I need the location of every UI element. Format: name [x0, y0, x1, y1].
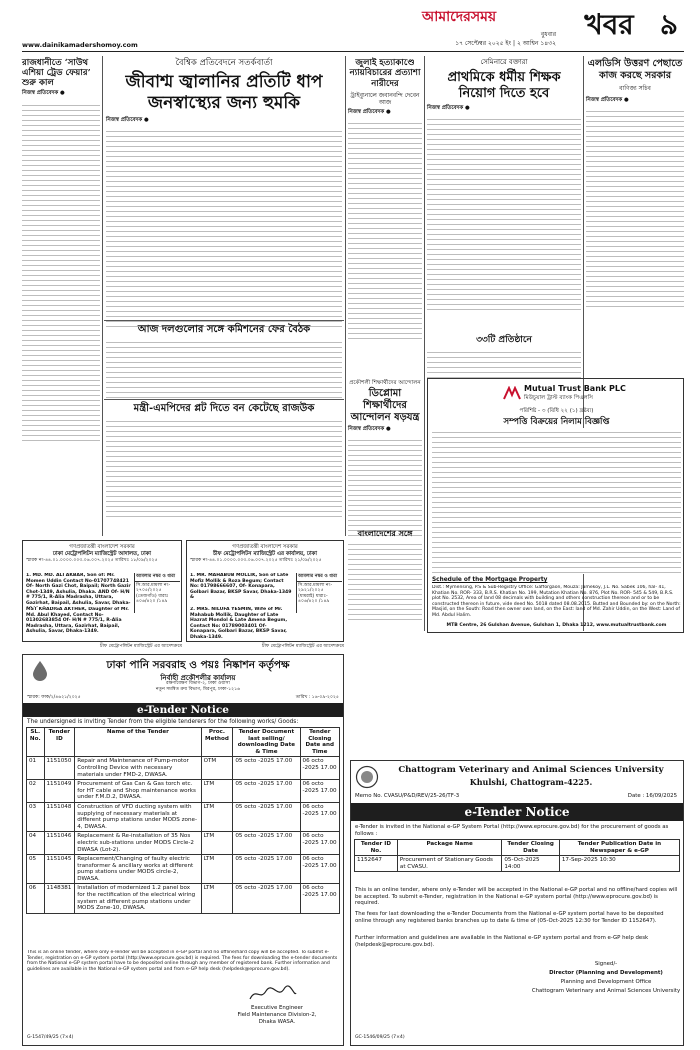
- notice-ref: স্মারক নং-৪৪.০১.০০০০.০০৩.০৬.০০৭.২০২৫ তারিখঃ ২১/০৯/২০২৫: [190, 558, 322, 564]
- notice-party-1: 1. MD. MD. ALI AKBAR, Son of: Mr. Momen Uddin Contact No-01707748421 Of- North Gazi Chot, Baipail; North Gazir Chot-1349, Ashulia, Dhaka. AND Of- H/N # 775/1, R-Alia Madrasha, Uttara, Gazirhat, Baipail, Ashulia, Savar, Dhaka-: [26, 573, 131, 606]
- table-cell: 05 octo -2025 17.00: [233, 855, 300, 884]
- cvasu-para-1: This is an online tender, where only e-Tender will be accepted in the National e-GP portal and no offline/hard copies will be accepted. To submit e-Tender, registration in the National e-GP system portal (http://www.eprocure.gov.bd) is required.: [355, 887, 678, 907]
- article-commission: [106, 323, 342, 398]
- cvasu-para-3: Further information and guidelines are available in the National e-GP system portal and from e-GP help desk (helpdesk@eprocure.gov.bd).: [355, 935, 649, 948]
- bank-tagline: মিউচুয়াল ট্রাস্ট ব্যাংক পিএলসি: [524, 395, 593, 401]
- signature-icon: [248, 985, 298, 1003]
- headline: বাংলাদেশের সঙ্গে: [357, 528, 413, 538]
- col-rule: [345, 56, 346, 536]
- dwasa-header-4: Tender Document last selling/ downloading Date & Time: [233, 728, 300, 757]
- article-fossil-fuel: [106, 56, 342, 327]
- table-cell: Construction of VFD ducting system with supplying of necessary materials at different pump stations under MODS zone-4, DWASA.: [75, 802, 201, 831]
- article-trade-fair: [22, 58, 100, 441]
- table-row: [355, 856, 680, 872]
- byline: নিজস্ব প্রতিবেদক ●: [348, 426, 391, 432]
- table-cell: 06 octo -2025 17.00: [300, 832, 339, 855]
- subheadline: ট্রাইব্যুনালে জবানবন্দি দেবেন আজ: [350, 92, 420, 107]
- cvasu-memo: Memo No. CVASU/P&D/REV/25-26/TF-3: [355, 793, 460, 799]
- table-cell: 1151045: [44, 855, 75, 884]
- notice-top: গণপ্রজাতন্ত্রী বাংলাদেশ সরকার: [232, 544, 298, 550]
- table-cell: 05: [27, 855, 45, 884]
- table-cell: 1151050: [44, 757, 75, 780]
- headline: ৩৩টি প্রতিষ্ঠানে: [476, 335, 532, 345]
- body-text: [586, 107, 684, 307]
- table-cell: 01: [27, 757, 45, 780]
- kicker: সেমিনারে বক্তারা: [480, 58, 528, 66]
- article-diploma: [348, 380, 422, 546]
- cvasu-header-1: Package Name: [397, 840, 501, 856]
- table-row: [27, 802, 340, 831]
- table-cell: OTM: [201, 757, 233, 780]
- dwasa-header-2: Name of the Tender: [75, 728, 201, 757]
- dwasa-header-3: Proc. Method: [201, 728, 233, 757]
- notice-title: সম্পত্তি বিক্রয়ের নিলাম বিজ্ঞপ্তি: [503, 417, 610, 427]
- table-cell: 06 octo -2025 17.00: [300, 757, 339, 780]
- cvasu-addr: Khulshi, Chattogram-4225.: [469, 777, 593, 787]
- date-line: ১৭ সেপ্টেম্বর ২০২৫ ইং | ২ আশ্বিন ১৪৩২: [455, 40, 556, 47]
- headline: মন্ত্রী-এমপিদের প্লট দিতে বন কেটেছে রাজউক: [133, 403, 315, 414]
- cvasu-header-0: Tender ID No.: [355, 840, 398, 856]
- bank-logo-icon: [503, 385, 521, 399]
- table-cell: Replacement & Re-installation of 35 Nos electric sub-stations under MODS Circle-2 DWASA (Lot-2).: [75, 832, 201, 855]
- dwasa-memo: স্মারক: ফাক/২/৪৬২১/২০২৫: [27, 695, 81, 700]
- table-cell: 03: [27, 802, 45, 831]
- bank-footer: MTB Centre, 26 Gulshan Avenue, Gulshan 1, Dhaka 1212, www.mutualtrustbank.com: [446, 623, 667, 628]
- body-text: [348, 540, 422, 620]
- table-cell: 02: [27, 780, 45, 803]
- byline: নিজস্ব প্রতিবেদক ●: [586, 97, 629, 103]
- table-cell: 1151049: [44, 780, 75, 803]
- section-rule: [104, 399, 344, 400]
- byline: নিজস্ব প্রতিবেদক ●: [348, 109, 391, 116]
- cvasu-sign-org: Chattogram Veterinary and Animal Sciences University: [531, 988, 681, 994]
- dwasa-header-0: SL. No.: [27, 728, 45, 757]
- table-cell: 1148381: [44, 884, 75, 913]
- headline: এলডিসি উত্তরণ পেছাতে কাজ করছে সরকার: [587, 58, 683, 81]
- table-cell: 06 octo -2025 17.00: [300, 855, 339, 884]
- table-row: [27, 780, 340, 803]
- table-cell: Replacement/Changing of faulty electric transformer & ancillary works at different pump stations under MODS circle-2, DWASA.: [75, 855, 201, 884]
- headline: জীবাশ্ম জ্বালানির প্রতিটি ধাপ জনস্বাস্থ্যের জন্য হুমকি: [125, 72, 323, 113]
- table-cell: 1151046: [44, 832, 75, 855]
- dwasa-header-1: Tender ID: [44, 728, 75, 757]
- headline: প্রাথমিকে ধর্মীয় শিক্ষক নিয়োগ দিতে হবে: [447, 70, 561, 101]
- kicker: বৈশ্বিক প্রতিবেদনে সতর্কবার্তা: [175, 58, 273, 68]
- dwasa-table: [26, 727, 340, 914]
- cvasu-notice: [350, 760, 684, 1046]
- table-cell: LTM: [201, 884, 233, 913]
- case-box-body: সি.আর.মামলা নং- ২৯২১/২০২৫ (ধামরাই) ধারাঃ- ৪০৬/৪২০ /১৪৯: [298, 582, 333, 605]
- table-cell: LTM: [201, 802, 233, 831]
- table-cell: LTM: [201, 855, 233, 884]
- byline: নিজস্ব প্রতিবেদক ●: [106, 117, 149, 123]
- dwasa-header-5: Tender Closing Date and Time: [300, 728, 339, 757]
- dwasa-org: ঢাকা পানি সরবরাহ ও পয়ঃ নিষ্কাশন কর্তৃপক্ষ: [106, 659, 290, 671]
- court-sign-left: চীফ মেট্রোপলিটন ম্যাজিস্ট্রেট এর আদেশক্রমে: [99, 644, 182, 649]
- cvasu-sign-office: Planning and Development Office: [560, 979, 652, 985]
- cvasu-name: Chattogram Veterinary and Animal Sciences University: [398, 765, 664, 775]
- dwasa-office: নির্বাহী প্রকৌশলীর কার্যালয়: [160, 674, 236, 682]
- table-cell: 05 octo -2025 17.00: [233, 832, 300, 855]
- notice-party-2: 2. MRS. NILUFA YESMIN, Wife of Mr. Mahabub Mollik, Daughter of Late Hazrat Mondol & Late Amena Begum, Contact No: 01789003401 Of- Konapara, Golbari Bazar, BKSP Savar, Dhaka-1349.: [190, 607, 288, 640]
- notice-top: গণপ্রজাতন্ত্রী বাংলাদেশ সরকার: [69, 544, 135, 550]
- website: www.dainikamadershomoy.com: [22, 41, 138, 49]
- dwasa-addr2: নতুন সমন্বিত ক্রয় বিভাগ, মিরপুর, ঢাকা-১২১৬: [155, 687, 241, 692]
- cvasu-title: e-Tender Notice: [351, 803, 683, 821]
- notice-ref: স্মারক নং-৪৪.০১.০০০০.০০৩.০৬.০০৭.২০২৫ তারিখঃ ১৮/০৯/২০২৫: [26, 558, 158, 564]
- table-cell: 05 octo -2025 17.00: [233, 802, 300, 831]
- cvasu-para-2: The fees for last downloading the e-Tender Documents from the National e-GP system portal have to be deposited online through any registered banks branches up to date & time of (05-Oct-2025 12:30 for Tender ID 1152647).: [355, 911, 664, 924]
- article-july: [348, 58, 422, 339]
- logo-left: আমাদের: [422, 9, 471, 25]
- notice-body: [432, 428, 681, 574]
- byline: নিজস্ব প্রতিবেদক ●: [22, 90, 65, 96]
- col-rule: [424, 56, 425, 631]
- body-text: [22, 101, 100, 441]
- notice-heading: পরিশিষ্ট - ৩ (বিধি ২২ (১) দ্রষ্টব্য): [519, 408, 594, 414]
- table-row: [27, 884, 340, 913]
- notice-court: চীফ মেট্রোপলিটন ম্যাজিস্ট্রেট এর কার্যালয়, ঢাকা: [213, 550, 317, 557]
- article-seminar: [427, 56, 581, 310]
- body-text: [106, 127, 342, 327]
- university-logo-icon: [355, 765, 379, 789]
- table-cell: 06 octo -2025 17.00: [300, 802, 339, 831]
- table-row: [27, 855, 340, 884]
- table-row: [27, 832, 340, 855]
- body-text: [348, 119, 422, 339]
- table-cell: LTM: [201, 780, 233, 803]
- table-cell: 05 octo -2025 17.00: [233, 780, 300, 803]
- dwasa-title: e-Tender Notice: [23, 703, 343, 717]
- case-box-body: সি.আর.মামলা নং- ২৭০৫/২০২৫ (তেজগাঁও) ধারাঃ ৪০৬/৪২০ /১৪৯: [136, 582, 171, 605]
- article-ldc: [586, 58, 684, 307]
- cvasu-signed: Signed/-: [594, 961, 618, 967]
- dwasa-footer-note: This is an online tender, where only e-Tender will be accepted in e-GP portal and no offline/hard copy will be accepted. To submit e-Tender, registration on e-GP system portal (http://www.eprocure.gov.bd) is required. The fees for downloading the e-tender documents from the National e-GP system portal have to be deposited online through any member of registered bank. Further information and guidelines are available in the National e-GP system portal and from e-GP help desk (helpdesk@eprocure.gov.bd).: [27, 950, 338, 972]
- weekday: বুধবার: [540, 31, 556, 38]
- table-cell: 06 octo -2025 17.00: [300, 780, 339, 803]
- body-text: [427, 348, 581, 378]
- byline: নিজস্ব প্রতিবেদক ●: [427, 105, 470, 111]
- dwasa-sign-org: Dhaka WASA.: [258, 1019, 296, 1025]
- dwasa-addr1: রক্ষণাবেক্ষণ বিভাগ-২, ঢাকা ওয়াসা: [166, 681, 230, 686]
- dwasa-code: G-1547/49/25 (7×4): [27, 1035, 74, 1040]
- case-box-title: আমলার নম্বর ও ধারা: [135, 573, 180, 582]
- section-word: খবর: [584, 8, 634, 41]
- masthead: [22, 6, 684, 50]
- body-text: [427, 115, 581, 310]
- bank-name: Mutual Trust Bank PLC: [524, 384, 626, 393]
- kicker: প্রকৌশলী শিক্ষার্থীদের আন্দোলন: [349, 380, 421, 386]
- schedule-text: Dist.: Mymensing, P.S & Sub-Registry Office: Gafforgaon, Mouza: Jamekoy, J.L. No. Sabek 106, hal- 41, Khatian No. ROR- 333, B.R.S. Khatian No. 199, Mutation Khatian No. 876, Plot No. ROR- 545 & 549, B.R.S. plot No. 2532, Area of land 08 decimals with building and others construction thereon and or to be constructed thereon in future, vide deed No. 5018 dated 08.08.2015. Butted and Bounded by: on the North: Masjid, on the South: Road then owner own land, on the East: land of Md. Zahir Uddin, on the West: Land of Md. Abdul Halim.: [432, 585, 681, 618]
- table-cell: Repair and Maintenance of Pump-motor Controlling Device with necessary materials under FMD-2, DWASA.: [75, 757, 201, 780]
- wasa-logo-icon: [29, 659, 51, 681]
- case-box: [134, 573, 180, 613]
- article-33-institutions: [427, 335, 581, 378]
- section-rule: [104, 320, 344, 321]
- notice-party-1: 1. MR. MAHABUB MOLLIK, Son of Late Mofiz Mollik & Roza Begum; Contact No: 01798666607, Of- Konapara, Golbari Bazar, BKSP Savar, Dhaka-1349 &: [190, 573, 292, 601]
- table-row: [27, 757, 340, 780]
- table-cell: 05 octo -2025 17.00: [233, 757, 300, 780]
- table-cell: 05-Oct-2025 14:00: [502, 856, 560, 872]
- mutual-trust-bank-notice: [427, 378, 684, 633]
- schedule-title: Schedule of the Mortgage Property: [432, 577, 548, 583]
- table-cell: 17-Sep-2025 10:30: [559, 856, 679, 872]
- byline-source: বাণিজ্য সচিব: [619, 85, 651, 92]
- notice-party-2: MST KHADIGA AKTHER, Daughter of Mr. Md. Abul Khayed, Contact No- 01302683854 Of- H/N # 775/1, R-Alia Madrasha, Uttara, Gazirhat, Baipail, Ashulia, Savar, Dhaka-1349.: [26, 607, 129, 635]
- headline: আজ দলগুলোর সঙ্গে কমিশনের ফের বৈঠক: [137, 324, 311, 335]
- headline: ডিপ্লোমা শিক্ষার্থীদের আন্দোলন ষড়যন্ত্র: [350, 388, 420, 423]
- case-box: [296, 573, 342, 613]
- headline: রাজধানীতে ‘সাউথ এশিয়া ট্রেড ফেয়ার’ শুরু কাল: [22, 58, 91, 88]
- table-cell: Procurement of Gas Can & Gas torch etc. for HT cable and Shop maintenance works under F.M.D.2, DWASA.: [75, 780, 201, 803]
- notice-court: ঢাকা মেট্রোপলিটন ম্যাজিস্ট্রেট আদালত, ঢাকা: [53, 550, 151, 557]
- table-cell: Installation of modernized 1.2 panel box for the rectification of the electrical wiring system at different pump stations under MODS Zone-10, DWASA.: [75, 884, 201, 913]
- cvasu-code: GC-1546/09/25 (7×4): [355, 1035, 405, 1040]
- masthead-rule: [22, 51, 684, 52]
- court-notice-left: [22, 540, 182, 642]
- cvasu-sign-title: Director (Planning and Development): [549, 970, 663, 976]
- table-cell: 05 octo -2025 17.00: [233, 884, 300, 913]
- cvasu-intro: e-Tender is invited in the National e-GP System Portal (http://www.eprocure.gov.bd) for the procurement of goods as follows :: [355, 824, 669, 837]
- page-number: ৯: [659, 8, 679, 41]
- body-text: [106, 338, 342, 398]
- headline: জুলাই হত্যাকাণ্ডে ন্যায়বিচারের প্রত্যাশা নারীদের: [349, 58, 421, 89]
- dwasa-intro: The undersigned is inviting Tender from the eligible tenderers for the following works/ Goods:: [27, 719, 299, 725]
- table-cell: LTM: [201, 832, 233, 855]
- dwasa-date: তারিখ : ১৬-০৯-২০২৫: [295, 695, 339, 700]
- article-minister-plot: [106, 402, 342, 517]
- table-cell: 06 octo -2025 17.00: [300, 884, 339, 913]
- cvasu-header-3: Tender Publication Date in Newspaper & e-GP: [559, 840, 679, 856]
- table-cell: 04: [27, 832, 45, 855]
- cvasu-header-2: Tender Closing Date: [502, 840, 560, 856]
- court-sign-right: চীফ মেট্রোপলিটন ম্যাজিস্ট্রেট এর আদেশক্রমে: [261, 644, 344, 649]
- dwasa-sign-office: Field Maintenance Division-2,: [237, 1012, 317, 1018]
- court-notice-right: [186, 540, 344, 642]
- table-cell: 1152647: [355, 856, 398, 872]
- body-text: [106, 417, 342, 517]
- dwasa-sign-title: Executive Engineer: [251, 1005, 303, 1011]
- cvasu-table: [354, 839, 680, 872]
- table-cell: 06: [27, 884, 45, 913]
- table-cell: Procurement of Stationary Goods at CVASU.: [397, 856, 501, 872]
- article-bangladesh: [348, 528, 422, 620]
- table-cell: 1151048: [44, 802, 75, 831]
- cvasu-date: Date : 16/09/2025: [627, 793, 677, 799]
- col-rule: [102, 56, 103, 536]
- newspaper-logo: [422, 6, 532, 28]
- logo-right: সময়: [470, 9, 497, 25]
- dwasa-notice: [22, 654, 344, 1046]
- case-box-title: আমলার নম্বর ও ধারা: [297, 573, 342, 582]
